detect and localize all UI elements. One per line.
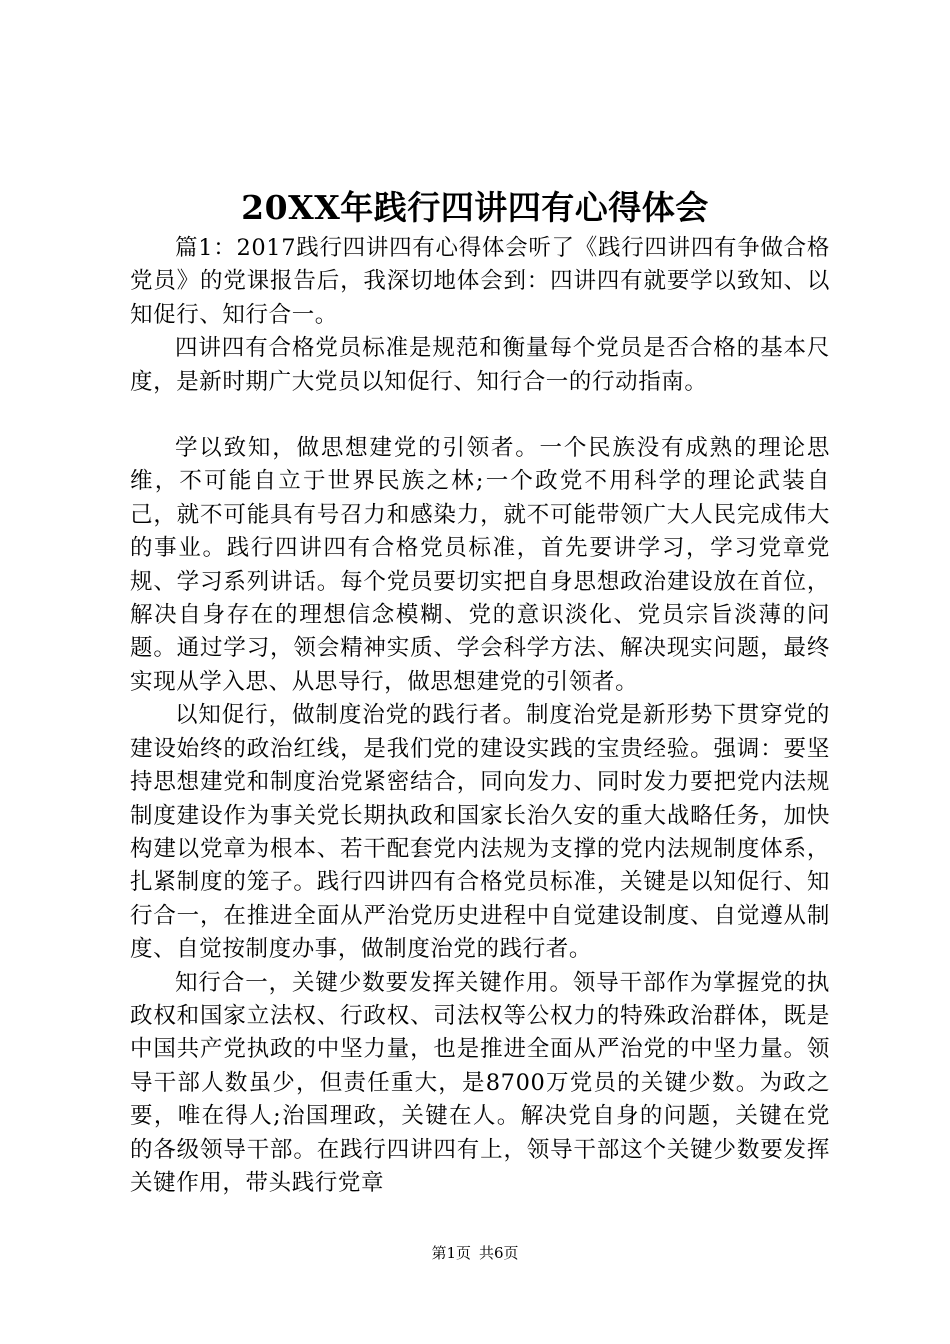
document-title: 20XX年践行四讲四有心得体会 xyxy=(241,188,709,227)
page-total: 共6页 xyxy=(479,1244,519,1262)
paragraph-standard: 四讲四有合格党员标准是规范和衡量每个党员是否合格的基本尺度，是新时期广大党员以知促行、知行合一的行动指南。 xyxy=(130,335,830,395)
document-body xyxy=(130,232,830,1200)
paragraph-institution: 以知促行，做制度治党的践行者。制度治党是新形势下贯穿党的建设始终的政治红线，是我们党的建设实践的宝贵经验。强调：要坚持思想建党和制度治党紧密结合，同向发力、同时发力要把党内法规制度建设作为事关党长期执政和国家长治久安的重大战略任务，加快构建以党章为根本、若干配套党内法规为支撑的党内法规制度体系，扎紧制度的笼子。践行四讲四有合格党员标准，关键是以知促行、知行合一，在推进全面从严治党历史进程中自觉建设制度、自觉遵从制度、自觉按制度办事，做制度治党的践行者。 xyxy=(130,702,830,963)
paragraph-unity: 知行合一，关键少数要发挥关键作用。领导干部作为掌握党的执政权和国家立法权、行政权、司法权等公权力的特殊政治群体，既是中国共产党执政的中坚力量，也是推进全面从严治党的中坚力量。领导干部人数虽少，但责任重大，是8700万党员的关键少数。为政之要，唯在得人;治国理政，关键在人。解决党自身的问题，关键在党的各级领导干部。在践行四讲四有上，领导干部这个关键少数要发挥关键作用，带头践行党章 xyxy=(130,969,830,1196)
paragraph-intro: 篇1：2017践行四讲四有心得体会听了《践行四讲四有争做合格党员》的党课报告后，我深切地体会到：四讲四有就要学以致知、以知促行、知行合一。 xyxy=(130,235,830,328)
paragraph-learning: 学以致知，做思想建党的引领者。一个民族没有成熟的理论思维，不可能自立于世界民族之林;一个政党不用科学的理论武装自己，就不可能具有号召力和感染力，就不可能带领广大人民完成伟大的事业。践行四讲四有合格党员标准，首先要讲学习，学习党章党规、学习系列讲话。每个党员要切实把自身思想政治建设放在首位，解决自身存在的理想信念模糊、党的意识淡化、党员宗旨淡薄的问题。通过学习，领会精神实质、学会科学方法、解决现实问题，最终实现从学入思、从思导行，做思想建党的引领者。 xyxy=(130,435,830,695)
page-number: 第1页 xyxy=(431,1244,471,1262)
page-footer xyxy=(0,1243,950,1263)
